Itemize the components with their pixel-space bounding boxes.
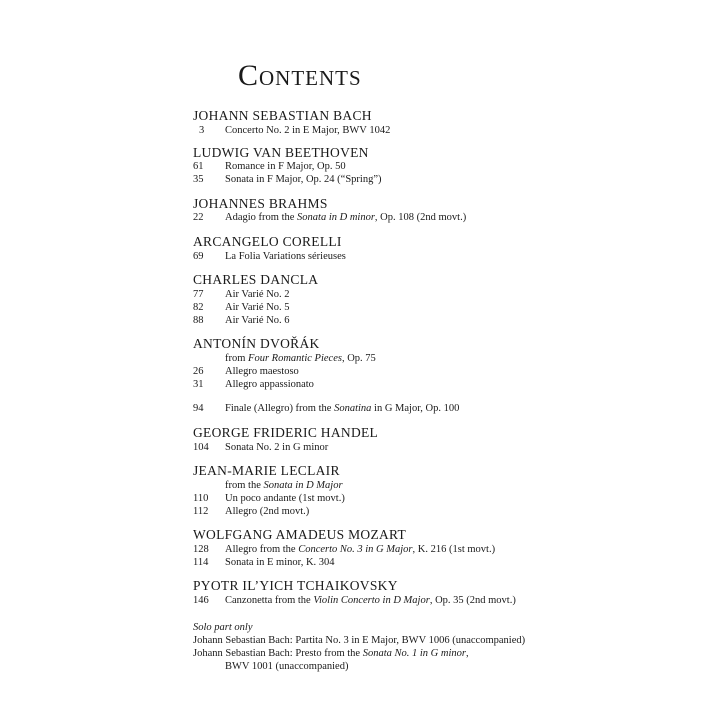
work-title: Air Varié No. 5 <box>225 302 290 313</box>
work-title-italic: Sonatina <box>334 403 372 414</box>
composer-heading: ANTONÍN DVOŘÁK <box>193 336 320 351</box>
page-number: 61 <box>193 161 204 172</box>
solo-item-italic: Sonata No. 1 in G minor <box>362 648 466 659</box>
page-number: 35 <box>193 174 204 185</box>
subheading-prefix: from the <box>225 480 264 491</box>
collection-subheading <box>225 479 343 492</box>
page-number: 104 <box>193 442 209 453</box>
composer-heading: JEAN-MARIE LECLAIR <box>193 463 340 478</box>
page-number: 82 <box>193 302 204 313</box>
list-item <box>193 378 314 391</box>
solo-section-heading: Solo part only <box>193 622 253 633</box>
composer-heading: PYOTR IL’YICH TCHAIKOVSKY <box>193 578 398 593</box>
list-item <box>193 492 345 505</box>
list-item <box>193 301 290 314</box>
page-number: 114 <box>193 557 209 568</box>
work-title-italic: Violin Concerto in D Major <box>313 595 430 606</box>
work-title: Air Varié No. 2 <box>225 289 290 300</box>
list-item <box>193 556 335 569</box>
page-number: 112 <box>193 506 209 517</box>
subheading-italic: Four Romantic Pieces <box>248 353 342 364</box>
composer-heading: LUDWIG VAN BEETHOVEN <box>193 145 369 160</box>
solo-item-suffix: , <box>465 648 469 659</box>
work-title-suffix: , K. 216 (1st movt.) <box>412 544 496 555</box>
page-title: Contents <box>238 59 362 92</box>
work-title-suffix: , Op. 35 (2nd movt.) <box>429 595 516 606</box>
list-item <box>193 543 495 556</box>
work-title-prefix: Allegro from the <box>225 544 299 555</box>
list-item <box>193 505 309 518</box>
subheading-prefix: from <box>225 353 249 364</box>
collection-subheading <box>225 352 376 365</box>
composer-heading: ARCANGELO CORELLI <box>193 234 342 249</box>
composer-heading: CHARLES DANCLA <box>193 272 319 287</box>
work-title: Romance in F Major, Op. 50 <box>225 161 346 172</box>
list-item <box>193 124 390 137</box>
work-title: Sonata No. 2 in G minor <box>225 442 329 453</box>
work-title-prefix: Finale (Allegro) from the <box>225 403 335 414</box>
work-title: Allegro appassionato <box>225 379 314 390</box>
list-item <box>193 288 290 301</box>
work-title: Air Varié No. 6 <box>225 315 290 326</box>
composer-heading: WOLFGANG AMADEUS MOZART <box>193 527 407 542</box>
composer-heading: JOHANN SEBASTIAN BACH <box>193 108 372 123</box>
list-item <box>193 160 346 173</box>
page-number: 94 <box>193 403 204 414</box>
list-item <box>193 314 290 327</box>
list-item <box>193 365 299 378</box>
work-title-suffix: in G Major, Op. 100 <box>371 403 460 414</box>
page-number: 110 <box>193 493 209 504</box>
subheading-suffix: , Op. 75 <box>341 353 376 364</box>
page-number: 146 <box>193 595 209 606</box>
list-item <box>193 441 328 454</box>
solo-item-continuation: BWV 1001 (unaccompanied) <box>225 661 349 672</box>
work-title: La Folia Variations sérieuses <box>225 251 346 262</box>
solo-item <box>193 647 469 660</box>
page-number: 77 <box>193 289 204 300</box>
list-item <box>193 173 381 186</box>
page-number: 128 <box>193 544 209 555</box>
solo-item-prefix: Johann Sebastian Bach: Presto from the <box>193 648 363 659</box>
work-title: Allegro maestoso <box>225 366 299 377</box>
work-title: Un poco andante (1st movt.) <box>225 493 345 504</box>
page-number: 88 <box>193 315 204 326</box>
work-title-italic: Concerto No. 3 in G Major <box>298 544 413 555</box>
list-item <box>193 211 466 224</box>
page-number: 69 <box>193 251 204 262</box>
list-item <box>193 402 459 415</box>
work-title: Sonata in F Major, Op. 24 (“Spring”) <box>225 174 382 185</box>
composer-heading: JOHANNES BRAHMS <box>193 196 328 211</box>
work-title: Allegro (2nd movt.) <box>225 506 310 517</box>
work-title-prefix: Canzonetta from the <box>225 595 314 606</box>
work-title: Concerto No. 2 in E Major, BWV 1042 <box>225 125 391 136</box>
work-title: Sonata in E minor, K. 304 <box>225 557 335 568</box>
composer-heading: GEORGE FRIDERIC HANDEL <box>193 425 379 440</box>
page-number: 31 <box>193 379 204 390</box>
work-title-suffix: , Op. 108 (2nd movt.) <box>374 212 467 223</box>
list-item <box>193 250 346 263</box>
work-title-prefix: Adagio from the <box>225 212 298 223</box>
page-number: 22 <box>193 212 204 223</box>
page-number: 26 <box>193 366 204 377</box>
subheading-italic: Sonata in D Major <box>263 480 343 491</box>
page-number: 3 <box>199 125 205 136</box>
list-item <box>193 594 516 607</box>
work-title-italic: Sonata in D minor <box>297 212 375 223</box>
solo-item: Johann Sebastian Bach: Partita No. 3 in E Major, BWV 1006 (unaccompanied) <box>193 635 526 646</box>
